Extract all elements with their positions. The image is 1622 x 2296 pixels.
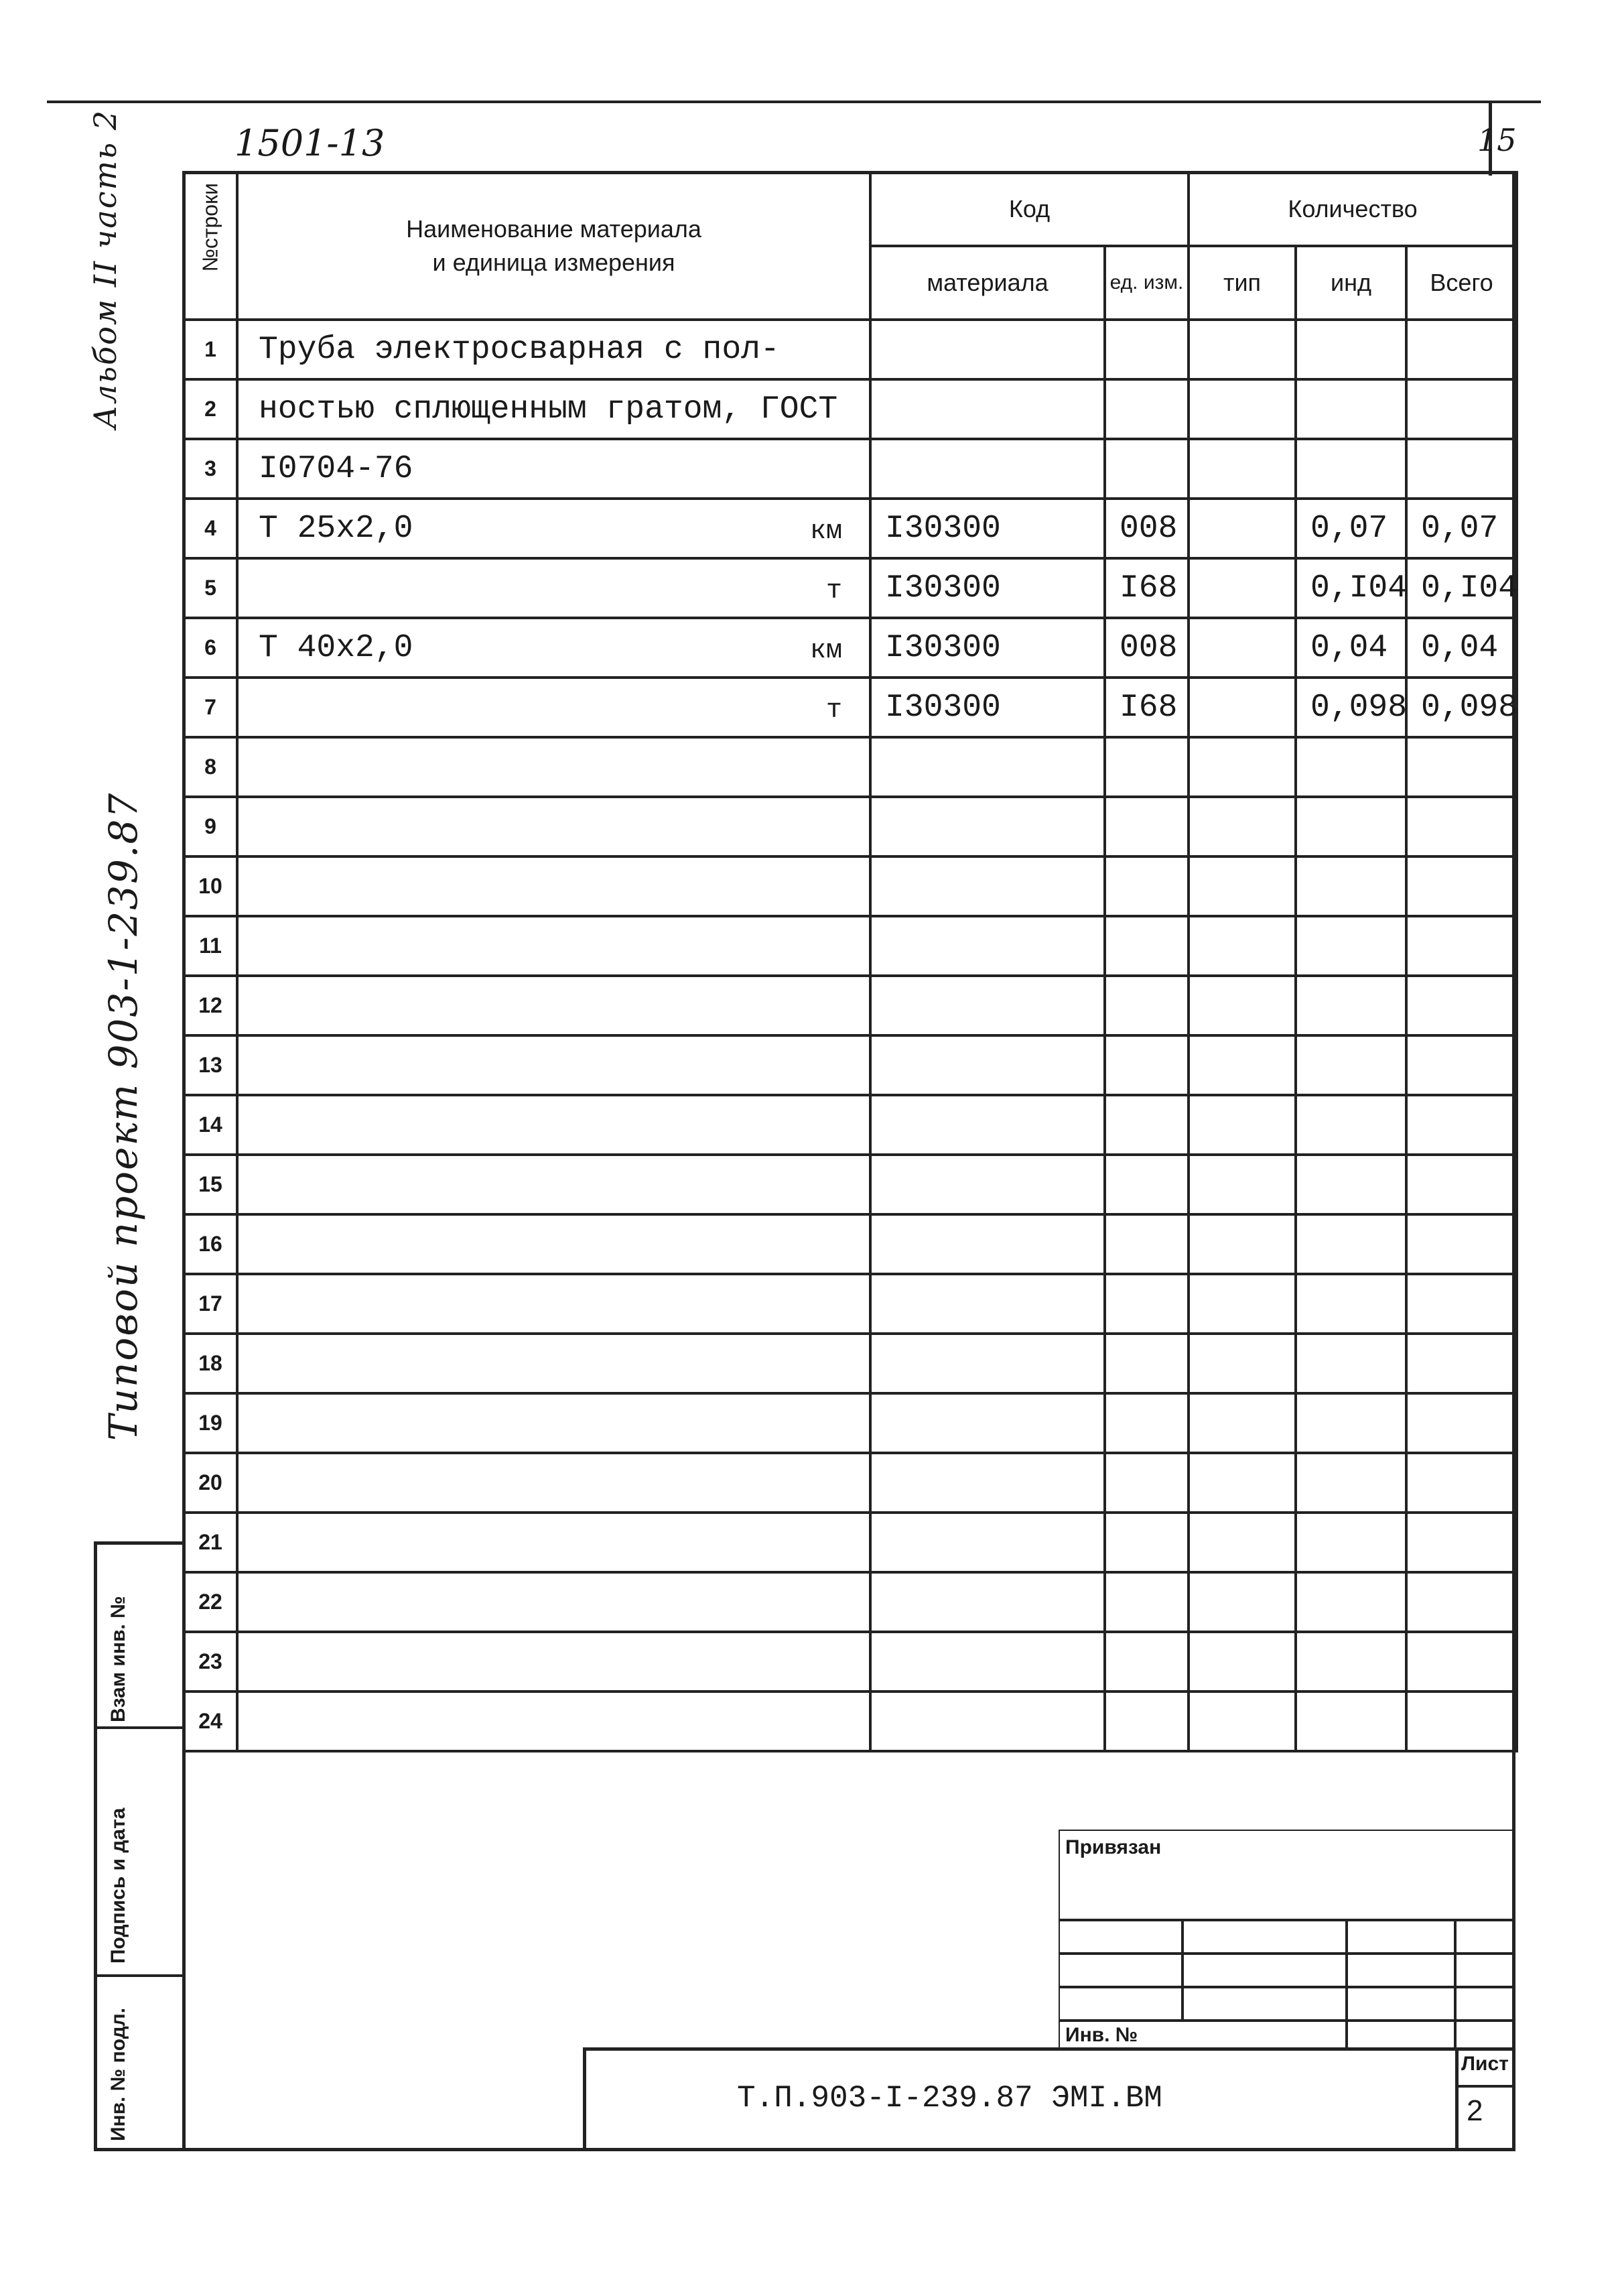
material-name [237, 1334, 870, 1393]
unit-code [1105, 1393, 1189, 1453]
header-qty-ind: инд [1296, 246, 1406, 320]
binding-label: Привязан [1065, 1836, 1162, 1858]
unit-code: I68 [1105, 558, 1189, 618]
material-code [870, 1513, 1105, 1572]
top-reference: 1501-13 [234, 122, 385, 164]
table-row [184, 1393, 1517, 1453]
material-name [237, 737, 870, 797]
header-code: Код [870, 172, 1189, 246]
material-name [237, 678, 870, 737]
row-number: 8 [184, 737, 237, 797]
qty-total [1406, 916, 1517, 976]
qty-ind [1296, 1393, 1406, 1453]
row-number: 3 [184, 439, 237, 499]
unit-code [1105, 1453, 1189, 1513]
material-name [237, 797, 870, 856]
qty-type [1189, 976, 1296, 1035]
header-code-unit: ед. изм. [1105, 246, 1189, 320]
qty-total [1406, 320, 1517, 379]
unit-code [1105, 1334, 1189, 1393]
table-row [184, 737, 1517, 797]
qty-ind [1296, 1453, 1406, 1513]
table-row [184, 1334, 1517, 1393]
material-code [870, 1632, 1105, 1692]
material-name: I0704-76 [237, 439, 870, 499]
table-row [184, 499, 1517, 558]
table-row [184, 439, 1517, 499]
top-border-line [47, 101, 1541, 103]
qty-ind [1296, 320, 1406, 379]
header-qty-total: Всего [1406, 246, 1517, 320]
qty-ind [1296, 439, 1406, 499]
material-code [870, 976, 1105, 1035]
material-code: I30300 [870, 558, 1105, 618]
material-name: ностью сплющенным гратом, ГОСТ [237, 379, 870, 439]
row-number: 5 [184, 558, 237, 618]
qty-total: 0,098 [1406, 678, 1517, 737]
qty-ind: 0,098 [1296, 678, 1406, 737]
unit-code [1105, 856, 1189, 916]
qty-total [1406, 439, 1517, 499]
material-name [237, 856, 870, 916]
unit-code [1105, 1035, 1189, 1095]
qty-ind [1296, 797, 1406, 856]
qty-total [1406, 1632, 1517, 1692]
row-number: 2 [184, 379, 237, 439]
material-name: Т 40х2,0 км [237, 618, 870, 678]
material-name [237, 1513, 870, 1572]
material-code [870, 1274, 1105, 1334]
inventory-label: Инв. № [1065, 2024, 1138, 2046]
qty-type [1189, 1214, 1296, 1274]
qty-type [1189, 1095, 1296, 1155]
qty-ind [1296, 737, 1406, 797]
qty-total [1406, 1155, 1517, 1214]
qty-type [1189, 737, 1296, 797]
row-number: 1 [184, 320, 237, 379]
material-name [237, 1155, 870, 1214]
table-row [184, 1632, 1517, 1692]
table-row [184, 678, 1517, 737]
material-code [870, 1035, 1105, 1095]
document-designation: Т.П.903-I-239.87 ЭМI.ВМ [737, 2081, 1162, 2116]
qty-total [1406, 856, 1517, 916]
side-stamp-inventory-label: Инв. № подл. [107, 2007, 129, 2141]
table-row [184, 1274, 1517, 1334]
material-name [237, 976, 870, 1035]
qty-type [1189, 320, 1296, 379]
qty-ind [1296, 1035, 1406, 1095]
qty-total: 0,07 [1406, 499, 1517, 558]
qty-total [1406, 1334, 1517, 1393]
qty-total [1406, 1274, 1517, 1334]
table-row [184, 916, 1517, 976]
table-row [184, 320, 1517, 379]
material-name [237, 1393, 870, 1453]
qty-ind [1296, 1632, 1406, 1692]
materials-table [182, 171, 1518, 1752]
qty-ind: 0,I04 [1296, 558, 1406, 618]
table-row [184, 1513, 1517, 1572]
unit-code [1105, 1214, 1189, 1274]
qty-ind [1296, 1274, 1406, 1334]
qty-total [1406, 1035, 1517, 1095]
material-name [237, 1035, 870, 1095]
qty-type [1189, 1393, 1296, 1453]
unit-code [1105, 1095, 1189, 1155]
row-number: 19 [184, 1393, 237, 1453]
material-code [870, 1095, 1105, 1155]
material-code [870, 1453, 1105, 1513]
qty-ind [1296, 1513, 1406, 1572]
qty-type [1189, 499, 1296, 558]
qty-total [1406, 1393, 1517, 1453]
row-number: 16 [184, 1214, 237, 1274]
qty-total [1406, 1513, 1517, 1572]
row-number: 15 [184, 1155, 237, 1214]
unit-of-measure: км [809, 516, 842, 547]
material-code [870, 1214, 1105, 1274]
material-name [237, 1692, 870, 1751]
unit-of-measure: т [825, 576, 842, 607]
unit-code [1105, 439, 1189, 499]
table-row [184, 1155, 1517, 1214]
row-number: 6 [184, 618, 237, 678]
project-note: Типовой проект 903-1-239.87 [100, 791, 146, 1441]
unit-code: 008 [1105, 499, 1189, 558]
material-code [870, 916, 1105, 976]
material-code [870, 737, 1105, 797]
unit-code [1105, 1572, 1189, 1632]
header-qty-type: тип [1189, 246, 1296, 320]
row-number: 20 [184, 1453, 237, 1513]
qty-ind [1296, 1155, 1406, 1214]
qty-type [1189, 1453, 1296, 1513]
qty-type [1189, 856, 1296, 916]
material-name [237, 1095, 870, 1155]
material-code [870, 856, 1105, 916]
sheet-cell [1455, 2047, 1515, 2151]
qty-ind [1296, 1572, 1406, 1632]
row-number: 7 [184, 678, 237, 737]
unit-of-measure: км [809, 635, 842, 666]
material-code [870, 1155, 1105, 1214]
qty-ind [1296, 1692, 1406, 1751]
material-code [870, 797, 1105, 856]
material-name [237, 916, 870, 976]
table-row [184, 618, 1517, 678]
unit-code [1105, 1274, 1189, 1334]
table-row [184, 1095, 1517, 1155]
qty-type [1189, 618, 1296, 678]
row-number: 9 [184, 797, 237, 856]
row-number: 12 [184, 976, 237, 1035]
header-quantity: Количество [1189, 172, 1517, 246]
unit-code [1105, 320, 1189, 379]
unit-code [1105, 379, 1189, 439]
qty-type [1189, 1513, 1296, 1572]
unit-code [1105, 797, 1189, 856]
table-row [184, 1214, 1517, 1274]
qty-total [1406, 379, 1517, 439]
material-code [870, 1692, 1105, 1751]
sheet-label: Лист [1459, 2047, 1515, 2088]
row-number: 24 [184, 1692, 237, 1751]
material-name [237, 1274, 870, 1334]
qty-total [1406, 1692, 1517, 1751]
unit-code: 008 [1105, 618, 1189, 678]
qty-ind [1296, 1214, 1406, 1274]
qty-total [1406, 1572, 1517, 1632]
row-number: 18 [184, 1334, 237, 1393]
unit-code [1105, 1692, 1189, 1751]
qty-type [1189, 797, 1296, 856]
sheet-number: 2 [1467, 2094, 1483, 2127]
header-name: Наименование материала и единица измерения [237, 172, 870, 320]
qty-total: 0,I04 [1406, 558, 1517, 618]
row-number: 4 [184, 499, 237, 558]
binding-stamp-grid [1059, 1830, 1515, 2047]
qty-type [1189, 1035, 1296, 1095]
qty-total [1406, 1453, 1517, 1513]
table-row [184, 1453, 1517, 1513]
material-code: I30300 [870, 499, 1105, 558]
material-name [237, 1572, 870, 1632]
qty-total [1406, 1214, 1517, 1274]
unit-of-measure: т [825, 695, 842, 726]
qty-ind: 0,04 [1296, 618, 1406, 678]
material-code: I30300 [870, 618, 1105, 678]
qty-ind [1296, 1334, 1406, 1393]
row-number: 21 [184, 1513, 237, 1572]
qty-ind: 0,07 [1296, 499, 1406, 558]
album-note: Альбом II часть 2 [87, 109, 123, 429]
material-name [237, 1453, 870, 1513]
material-code [870, 320, 1105, 379]
material-code [870, 379, 1105, 439]
qty-total [1406, 797, 1517, 856]
qty-total [1406, 976, 1517, 1035]
table-row [184, 856, 1517, 916]
qty-type [1189, 1334, 1296, 1393]
qty-total [1406, 1095, 1517, 1155]
material-code: I30300 [870, 678, 1105, 737]
material-code [870, 439, 1105, 499]
material-name [237, 1214, 870, 1274]
table-row [184, 379, 1517, 439]
unit-code [1105, 916, 1189, 976]
qty-ind [1296, 976, 1406, 1035]
table-row [184, 1692, 1517, 1751]
material-name [237, 1632, 870, 1692]
header-row-number: №строки [184, 172, 237, 320]
unit-code [1105, 976, 1189, 1035]
qty-ind [1296, 856, 1406, 916]
table-row [184, 797, 1517, 856]
qty-total [1406, 737, 1517, 797]
side-stamp-replace-label: Взам инв. № [107, 1596, 129, 1722]
row-number: 22 [184, 1572, 237, 1632]
qty-type [1189, 379, 1296, 439]
table-row [184, 1572, 1517, 1632]
material-name: Труба электросварная с пол- [237, 320, 870, 379]
table-row [184, 976, 1517, 1035]
qty-type [1189, 1274, 1296, 1334]
side-stamp-signature-label: Подпись и дата [107, 1807, 129, 1964]
row-number: 10 [184, 856, 237, 916]
qty-total: 0,04 [1406, 618, 1517, 678]
material-name: Т 25х2,0 км [237, 499, 870, 558]
row-number: 11 [184, 916, 237, 976]
qty-type [1189, 439, 1296, 499]
row-number: 14 [184, 1095, 237, 1155]
qty-ind [1296, 916, 1406, 976]
qty-type [1189, 678, 1296, 737]
material-code [870, 1572, 1105, 1632]
unit-code [1105, 1632, 1189, 1692]
qty-type [1189, 558, 1296, 618]
material-name [237, 558, 870, 618]
unit-code [1105, 1155, 1189, 1214]
row-number: 17 [184, 1274, 237, 1334]
qty-type [1189, 916, 1296, 976]
unit-code [1105, 1513, 1189, 1572]
header-code-material: материала [870, 246, 1105, 320]
qty-ind [1296, 379, 1406, 439]
material-code [870, 1334, 1105, 1393]
row-number: 23 [184, 1632, 237, 1692]
page-number: 15 [1477, 122, 1517, 158]
qty-type [1189, 1632, 1296, 1692]
row-number: 13 [184, 1035, 237, 1095]
qty-ind [1296, 1095, 1406, 1155]
table-row [184, 558, 1517, 618]
material-code [870, 1393, 1105, 1453]
unit-code: I68 [1105, 678, 1189, 737]
table-row [184, 1035, 1517, 1095]
qty-type [1189, 1572, 1296, 1632]
unit-code [1105, 737, 1189, 797]
qty-type [1189, 1692, 1296, 1751]
qty-type [1189, 1155, 1296, 1214]
